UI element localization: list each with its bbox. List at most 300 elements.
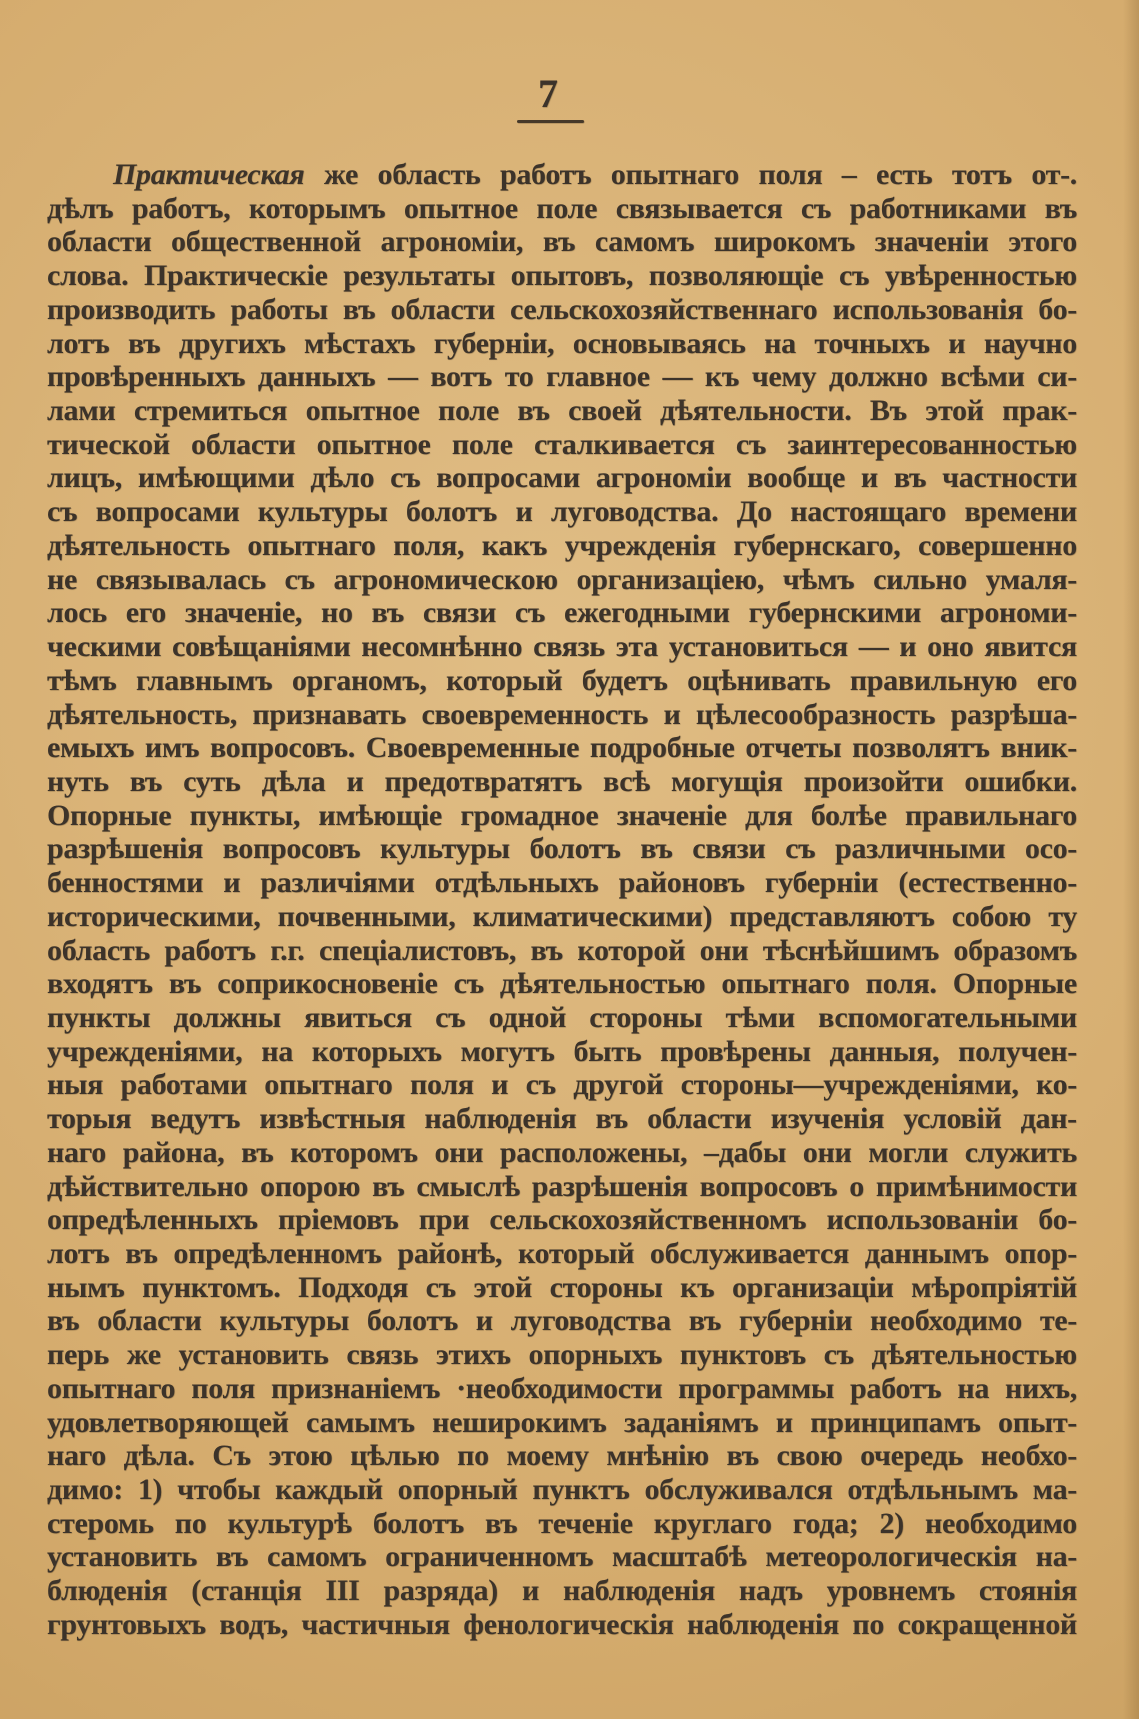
word: ·необходимости bbox=[456, 1371, 663, 1405]
word: тѣснѣйшимъ bbox=[762, 933, 939, 967]
word: пунктъ bbox=[532, 1473, 630, 1507]
word: связывается bbox=[615, 191, 783, 225]
word: емыхъ bbox=[47, 731, 135, 765]
word: значеніе bbox=[616, 798, 727, 832]
word: могущія bbox=[671, 764, 783, 798]
word: и bbox=[899, 630, 917, 664]
text-line bbox=[47, 1102, 1077, 1136]
word: этихъ bbox=[435, 1338, 511, 1372]
word: его bbox=[125, 596, 167, 630]
text-line bbox=[47, 596, 1077, 630]
word: грунтовыхъ bbox=[47, 1607, 206, 1641]
word: вопросовъ bbox=[699, 1169, 838, 1203]
word: опытнаго bbox=[610, 158, 739, 191]
word: же bbox=[323, 158, 359, 191]
word: губерніи bbox=[764, 866, 879, 900]
text-line bbox=[47, 529, 1077, 563]
word: по bbox=[457, 1439, 489, 1473]
word: должно bbox=[828, 360, 928, 394]
word: подробные bbox=[589, 731, 735, 765]
text-line bbox=[47, 1203, 1077, 1237]
word: имѣющіе bbox=[318, 798, 442, 832]
word: необходимо bbox=[870, 1304, 1022, 1338]
word: на- bbox=[1035, 1540, 1077, 1574]
word: собою bbox=[951, 899, 1032, 933]
word: теченіе bbox=[538, 1506, 633, 1540]
word: частности bbox=[942, 461, 1077, 495]
word: пункты, bbox=[189, 798, 301, 832]
word: работниками bbox=[849, 191, 1027, 225]
text-line bbox=[47, 293, 1077, 327]
word: опытнаго bbox=[247, 528, 376, 562]
word: въ bbox=[47, 1304, 80, 1338]
word: работъ bbox=[850, 1371, 942, 1405]
word: пріемовъ bbox=[277, 1203, 399, 1237]
word: ведутъ bbox=[150, 1102, 241, 1136]
word: въ bbox=[372, 1169, 405, 1203]
word: разрѣшенія bbox=[47, 832, 203, 866]
text-line bbox=[47, 1035, 1077, 1069]
word: районовъ bbox=[618, 866, 745, 900]
word: другой bbox=[573, 1068, 664, 1102]
word: отдѣльнымъ bbox=[847, 1473, 1018, 1507]
word: въ bbox=[893, 461, 927, 495]
word: стеромь bbox=[47, 1506, 154, 1540]
word: громадное bbox=[460, 798, 599, 832]
word: свою bbox=[776, 1439, 843, 1473]
word: позволятъ bbox=[852, 731, 990, 765]
word: которомъ bbox=[290, 1135, 418, 1169]
word: использованіи bbox=[826, 1203, 1018, 1237]
word: лицъ, bbox=[47, 461, 122, 495]
word: прак- bbox=[1002, 394, 1077, 428]
text-line bbox=[47, 259, 1077, 293]
word: стоянія bbox=[978, 1574, 1077, 1608]
word: — bbox=[387, 360, 418, 394]
text-line bbox=[47, 1136, 1077, 1170]
word: круглаго bbox=[653, 1506, 772, 1540]
word: своевременность bbox=[421, 697, 649, 731]
word: г.г. bbox=[270, 933, 305, 967]
word: о bbox=[849, 1169, 864, 1203]
page-number: 7 bbox=[538, 71, 558, 116]
word: имѣющими bbox=[137, 461, 295, 495]
word: опорныхъ bbox=[528, 1338, 663, 1372]
word: производить bbox=[47, 292, 216, 326]
word: работъ, bbox=[131, 191, 231, 225]
word: фенологическія bbox=[463, 1607, 674, 1641]
word: сильно bbox=[873, 562, 967, 596]
text-line bbox=[47, 866, 1077, 900]
word: работъ bbox=[164, 933, 256, 967]
word: поле bbox=[451, 427, 513, 461]
word: связи bbox=[422, 596, 497, 630]
word: си- bbox=[1037, 360, 1077, 394]
word: бенностями bbox=[47, 866, 204, 900]
word: совершенно bbox=[917, 528, 1077, 562]
word: правильную bbox=[849, 663, 1018, 697]
word: эта bbox=[615, 630, 658, 664]
word: тѣми bbox=[725, 1000, 795, 1034]
word: тической bbox=[47, 427, 170, 461]
word: значеніе, bbox=[184, 596, 303, 630]
word: совѣщаніями bbox=[171, 630, 351, 664]
word: дан- bbox=[1020, 1102, 1077, 1136]
word: пунктомъ. bbox=[142, 1270, 281, 1304]
word: губернскаго, bbox=[733, 528, 901, 562]
word: но bbox=[320, 596, 353, 630]
word: — bbox=[662, 360, 693, 394]
word: настоящаго bbox=[790, 495, 947, 529]
word: почвенными, bbox=[277, 899, 456, 933]
word: болотъ bbox=[405, 495, 497, 529]
word: Своевременные bbox=[365, 731, 580, 765]
word: различными bbox=[834, 832, 1006, 866]
word: самомъ bbox=[267, 1540, 367, 1574]
word: вопросами bbox=[436, 461, 580, 495]
word: правильнаго bbox=[904, 798, 1077, 832]
word: ко- bbox=[1036, 1068, 1077, 1102]
word: въ bbox=[168, 967, 202, 1001]
word: другихъ bbox=[178, 326, 286, 360]
word: историческими, bbox=[47, 899, 261, 933]
word: въ bbox=[241, 1135, 274, 1169]
word: органомъ, bbox=[291, 663, 427, 697]
word: дѣла. bbox=[123, 1439, 195, 1473]
word: поля bbox=[409, 1068, 474, 1102]
text-line bbox=[47, 1001, 1077, 1035]
word: могутъ bbox=[460, 1034, 555, 1068]
word: губерніи bbox=[738, 1304, 853, 1338]
word: наго bbox=[47, 1439, 106, 1473]
word: оно bbox=[927, 630, 974, 664]
word: вник- bbox=[1000, 731, 1077, 765]
word: уровнемъ bbox=[826, 1574, 955, 1608]
word: вопросовъ bbox=[222, 832, 361, 866]
word: и bbox=[775, 1405, 793, 1439]
word: вспомогательными bbox=[818, 1000, 1077, 1034]
word: спеціалистовъ, bbox=[318, 933, 517, 967]
word: сокращенной bbox=[897, 1607, 1077, 1641]
word: болотъ bbox=[366, 1304, 458, 1338]
word: надъ bbox=[738, 1574, 803, 1608]
word: есть bbox=[875, 158, 933, 191]
word: какъ bbox=[481, 528, 548, 562]
word: установить bbox=[47, 1540, 198, 1574]
word: водъ, bbox=[219, 1607, 288, 1641]
word: научно bbox=[983, 326, 1077, 360]
word: масштабѣ bbox=[611, 1540, 747, 1574]
word: области bbox=[647, 1102, 752, 1136]
word: Подходя bbox=[298, 1270, 409, 1304]
word: опытное bbox=[403, 191, 518, 225]
word: пунктовъ bbox=[679, 1338, 806, 1372]
word: от-. bbox=[1031, 158, 1077, 191]
word: стороны bbox=[549, 1270, 663, 1304]
word: губерніи, bbox=[433, 326, 555, 360]
word: слова. bbox=[47, 259, 129, 293]
word: культуры bbox=[380, 832, 510, 866]
word: дѣйствительно bbox=[47, 1169, 249, 1203]
word: они bbox=[802, 1135, 852, 1169]
word: — bbox=[858, 630, 889, 664]
word: области bbox=[390, 292, 495, 326]
word: нихъ, bbox=[1005, 1371, 1077, 1405]
word: ческими bbox=[47, 630, 162, 664]
word: дѣла bbox=[261, 764, 326, 798]
word: времени bbox=[964, 495, 1077, 529]
word: года; bbox=[792, 1506, 859, 1540]
word: каждый bbox=[275, 1473, 383, 1507]
word: въ bbox=[128, 326, 161, 360]
word: въ bbox=[595, 1102, 628, 1136]
word: этого bbox=[1008, 225, 1077, 259]
word: съ bbox=[839, 259, 870, 293]
text-line bbox=[47, 192, 1077, 226]
word: культурѣ bbox=[227, 1506, 352, 1540]
word: оцѣнивать bbox=[687, 663, 831, 697]
text-line bbox=[47, 900, 1077, 934]
word: использованія bbox=[832, 292, 1024, 326]
word: самомъ bbox=[594, 225, 695, 259]
word: съ bbox=[785, 832, 816, 866]
word: представляютъ bbox=[729, 899, 935, 933]
word: съ bbox=[47, 495, 78, 529]
text-line bbox=[47, 1338, 1077, 1372]
word: опорою bbox=[260, 1169, 361, 1203]
word: которой bbox=[577, 933, 686, 967]
word: перь bbox=[47, 1338, 109, 1372]
word: явиться bbox=[304, 1000, 412, 1034]
word: въ bbox=[640, 832, 673, 866]
word: пункты bbox=[47, 1000, 151, 1034]
word: организаціи bbox=[731, 1270, 894, 1304]
word: луговодства. bbox=[550, 495, 719, 529]
word: (станція bbox=[191, 1574, 302, 1608]
word: на bbox=[957, 1371, 990, 1405]
word: блюденія bbox=[47, 1574, 168, 1608]
text-line bbox=[47, 428, 1077, 462]
word: опытнаго bbox=[721, 967, 850, 1001]
word: болѣе bbox=[810, 798, 887, 832]
word: лотъ bbox=[47, 1237, 110, 1270]
word: наблюденія bbox=[562, 1574, 715, 1608]
word: вообще bbox=[747, 461, 845, 495]
word: вотъ bbox=[430, 360, 492, 394]
word: бо- bbox=[1038, 1203, 1077, 1237]
word: значеніи bbox=[874, 225, 989, 259]
word: предотвратятъ bbox=[384, 764, 582, 798]
word: этой bbox=[473, 1270, 532, 1304]
text-line bbox=[47, 158, 1077, 192]
word: несомнѣнно bbox=[361, 630, 523, 664]
word: поля bbox=[758, 158, 823, 191]
word: въ bbox=[215, 1540, 249, 1574]
text-line bbox=[47, 630, 1077, 664]
word: получен- bbox=[958, 1034, 1077, 1068]
word: въ bbox=[726, 1439, 759, 1473]
word: въ bbox=[371, 596, 404, 630]
word: признаніемъ bbox=[270, 1371, 441, 1405]
body-text bbox=[47, 158, 1077, 1642]
word: на bbox=[261, 1034, 293, 1068]
text-line bbox=[47, 461, 1077, 495]
word: и bbox=[491, 1068, 509, 1102]
word: увѣренностью bbox=[884, 259, 1077, 293]
word: моему bbox=[506, 1439, 589, 1473]
word: съ bbox=[800, 191, 832, 225]
word: Опорные bbox=[47, 798, 172, 832]
word: сельскохозяйственномъ bbox=[489, 1203, 807, 1237]
word: До bbox=[736, 495, 772, 529]
word: дѣло bbox=[310, 461, 375, 495]
text-line bbox=[47, 967, 1077, 1001]
word: Опорные bbox=[952, 967, 1077, 1001]
text-line bbox=[47, 1304, 1077, 1338]
word: одной bbox=[488, 1000, 566, 1034]
word: неширокимъ bbox=[432, 1405, 607, 1439]
word: болотъ bbox=[529, 832, 621, 866]
word: по bbox=[852, 1607, 885, 1641]
word: принципамъ bbox=[810, 1405, 981, 1439]
word: образомъ bbox=[953, 933, 1077, 967]
word: опытное bbox=[316, 427, 431, 461]
word: и bbox=[948, 326, 966, 360]
word: дѣятельностью bbox=[871, 1338, 1077, 1372]
text-line bbox=[47, 1608, 1077, 1642]
word: (естественно- bbox=[898, 866, 1077, 900]
word: Въ bbox=[869, 394, 907, 428]
word: съ bbox=[525, 1068, 556, 1102]
word: произойти bbox=[803, 764, 944, 798]
word: данныя, bbox=[829, 1034, 940, 1068]
word: имъ bbox=[144, 731, 200, 765]
word: они bbox=[699, 933, 749, 967]
word: сельскохозяйственнаго bbox=[510, 292, 818, 326]
word: провѣрены bbox=[660, 1034, 811, 1068]
word: нымъ bbox=[47, 1270, 125, 1304]
word: установиться bbox=[668, 630, 848, 664]
word: области bbox=[191, 427, 296, 461]
word: которыхъ bbox=[311, 1034, 442, 1068]
word: съ bbox=[284, 562, 315, 596]
word: разряда) bbox=[383, 1574, 498, 1608]
word: результаты bbox=[343, 259, 495, 293]
text-line bbox=[47, 225, 1077, 259]
text-line bbox=[47, 394, 1077, 428]
word: могли bbox=[868, 1135, 948, 1169]
word: района, bbox=[122, 1135, 225, 1169]
word: своей bbox=[568, 394, 642, 428]
text-line bbox=[47, 1574, 1077, 1608]
word: районѣ, bbox=[397, 1237, 503, 1270]
word: при bbox=[418, 1203, 470, 1237]
word: общественной bbox=[171, 225, 361, 259]
word: мѣропріятій bbox=[911, 1270, 1077, 1304]
word: наблюденія bbox=[686, 1607, 839, 1641]
word: признавать bbox=[252, 697, 407, 731]
word: необхо- bbox=[980, 1439, 1077, 1473]
text-line bbox=[47, 1540, 1077, 1574]
word: стремиться bbox=[133, 394, 288, 428]
word: области bbox=[97, 1304, 202, 1338]
word: те- bbox=[1039, 1304, 1077, 1338]
word: извѣстныя bbox=[259, 1102, 406, 1136]
word: и bbox=[521, 1574, 539, 1608]
word: ежегодными bbox=[564, 596, 730, 630]
word: очередь bbox=[860, 1439, 964, 1473]
word: Съ bbox=[212, 1439, 251, 1473]
word: стороны—учрежденіями, bbox=[680, 1068, 1019, 1102]
word: на bbox=[764, 326, 796, 360]
word: по bbox=[174, 1506, 207, 1540]
word: установить bbox=[178, 1338, 329, 1372]
word: работъ bbox=[499, 158, 592, 191]
word: соприкосновеніе bbox=[217, 967, 438, 1001]
word: самымъ bbox=[305, 1405, 415, 1439]
word: съ bbox=[514, 596, 546, 630]
word: чѣмъ bbox=[782, 562, 855, 596]
word: торыя bbox=[47, 1102, 132, 1136]
word: къ bbox=[680, 1270, 715, 1304]
word: культуры bbox=[257, 495, 388, 529]
word: различіями bbox=[260, 866, 415, 900]
word: вопросовъ. bbox=[209, 731, 355, 765]
text-line bbox=[47, 1439, 1077, 1473]
word: агрономіи bbox=[595, 461, 732, 495]
word: связь bbox=[346, 1338, 419, 1372]
text-line bbox=[47, 765, 1077, 799]
word: нуть bbox=[47, 764, 109, 798]
word: разрѣшенія bbox=[531, 1169, 688, 1203]
page-number-rule bbox=[517, 120, 584, 123]
word: ограниченномъ bbox=[385, 1540, 594, 1574]
word: его bbox=[1036, 663, 1077, 697]
word: съ bbox=[425, 1270, 456, 1304]
word: –дабы bbox=[703, 1135, 787, 1169]
text-line bbox=[47, 1271, 1077, 1305]
word: луговодства bbox=[510, 1304, 671, 1338]
word: работами bbox=[120, 1068, 247, 1102]
word: этой bbox=[925, 394, 984, 428]
word: смыслѣ bbox=[416, 1169, 520, 1203]
word: III bbox=[325, 1574, 360, 1608]
word: область bbox=[377, 158, 481, 191]
word: димо: bbox=[47, 1473, 123, 1507]
word: разрѣша- bbox=[950, 697, 1077, 731]
text-line bbox=[47, 698, 1077, 732]
word: дѣятельности. bbox=[660, 394, 852, 428]
word: умаля- bbox=[985, 562, 1077, 596]
text-line bbox=[47, 327, 1077, 361]
word: суть bbox=[183, 764, 241, 798]
word: опорный bbox=[397, 1473, 518, 1507]
word: и bbox=[663, 697, 681, 731]
word: учрежденія bbox=[564, 528, 716, 562]
word: опор- bbox=[1004, 1237, 1077, 1270]
word: въ bbox=[517, 394, 550, 428]
word: организаціею, bbox=[576, 562, 764, 596]
word: обслуживался bbox=[644, 1473, 833, 1507]
text-line bbox=[47, 934, 1077, 968]
word: культуры bbox=[219, 1304, 350, 1338]
word: тотъ bbox=[951, 158, 1012, 191]
word: лами bbox=[47, 394, 116, 428]
word: ошибки. bbox=[964, 764, 1077, 798]
word: агрономіи, bbox=[380, 225, 524, 259]
word: программы bbox=[678, 1371, 835, 1405]
word: же bbox=[126, 1338, 161, 1372]
